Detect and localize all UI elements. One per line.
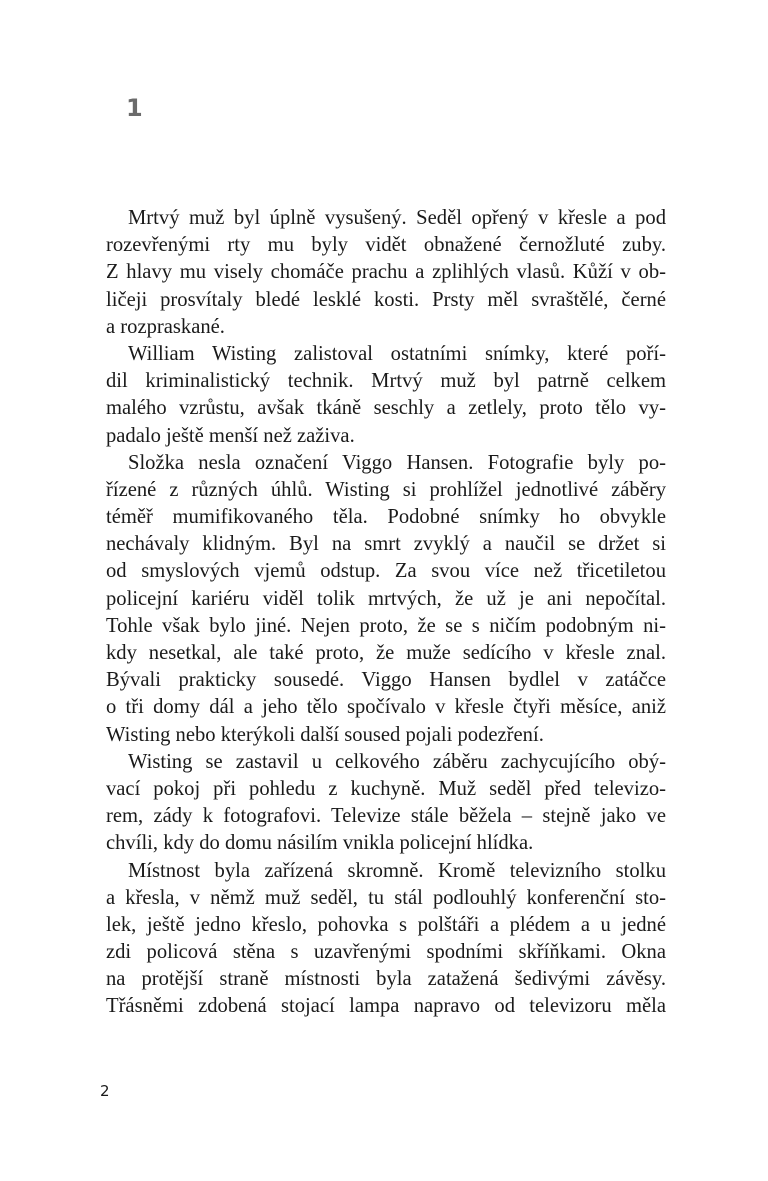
text-line: chvíli, kdy do domu násilím vnikla policejní hlídka. bbox=[106, 832, 534, 855]
text-line: padalo ještě menší než zaživa. bbox=[106, 424, 355, 447]
text-line: od smyslových vjemů odstup. Za svou více než třicetiletou bbox=[106, 560, 666, 583]
text-line: Z hlavy mu visely chomáče prachu a zplihlých vlasů. Kůží v ob- bbox=[106, 261, 666, 284]
paragraph bbox=[106, 749, 666, 858]
text-line: Mrtvý muž byl úplně vysušený. Seděl opřený v křesle a pod bbox=[128, 207, 666, 229]
text-line: téměř mumifikovaného těla. Podobné snímky ho obvykle bbox=[106, 506, 666, 529]
chapter-number: 1 bbox=[126, 94, 143, 122]
text-line: na protější straně místnosti byla zatažená šedivými závěsy. bbox=[106, 968, 666, 991]
text-line: Tohle však bylo jiné. Nejen proto, že se s ničím podobným ni- bbox=[106, 614, 666, 637]
text-line: a rozpraskané. bbox=[106, 315, 225, 338]
text-line: Wisting nebo kterýkoli další soused pojali podezření. bbox=[106, 723, 544, 746]
paragraph bbox=[106, 341, 666, 450]
text-line: kdy nesetkal, ale také proto, že muže sedícího v křesle znal. bbox=[106, 642, 666, 664]
text-line: ličeji prosvítaly bledé lesklé kosti. Prsty měl svraštělé, černé bbox=[106, 288, 666, 311]
paragraph bbox=[106, 205, 666, 341]
text-line: William Wisting zalistoval ostatními snímky, které poří- bbox=[128, 342, 666, 365]
body-text bbox=[106, 205, 666, 1021]
paragraph bbox=[106, 450, 666, 749]
text-line: Místnost byla zařízená skromně. Kromě televizního stolku bbox=[128, 859, 666, 882]
text-line: malého vzrůstu, avšak tkáně seschly a zetlely, proto tělo vy- bbox=[106, 397, 666, 420]
page-number: 2 bbox=[100, 1082, 110, 1100]
text-line: Wisting se zastavil u celkového záběru zachycujícího obý- bbox=[128, 750, 666, 773]
text-line: policejní kariéru viděl tolik mrtvých, že už je ani nepočítal. bbox=[106, 587, 666, 610]
text-line: dil kriminalistický technik. Mrtvý muž byl patrně celkem bbox=[106, 370, 666, 393]
text-line: zdi policová stěna s uzavřenými spodními skříňkami. Okna bbox=[106, 941, 666, 964]
text-line: a křesla, v němž muž seděl, tu stál podlouhlý konferenční sto- bbox=[106, 886, 666, 909]
text-line: rem, zády k fotografovi. Televize stále běžela – stejně jako ve bbox=[106, 805, 666, 828]
text-line: Třásněmi zdobená stojací lampa napravo od televizoru měla bbox=[106, 995, 666, 1018]
text-line: rozevřenými rty mu byly vidět obnažené černožluté zuby. bbox=[106, 234, 666, 257]
text-line: o tři domy dál a jeho tělo spočívalo v křesle čtyři měsíce, aniž bbox=[106, 696, 666, 719]
text-line: lek, ještě jedno křeslo, pohovka s polštáři a plédem a u jedné bbox=[106, 913, 666, 936]
text-line: Bývali prakticky sousedé. Viggo Hansen bydlel v zatáčce bbox=[106, 669, 666, 692]
text-line: vací pokoj při pohledu z kuchyně. Muž seděl před televizo- bbox=[106, 777, 666, 800]
text-line: Složka nesla označení Viggo Hansen. Fotografie byly po- bbox=[128, 451, 666, 474]
paragraph bbox=[106, 858, 666, 1021]
text-line: nechávaly klidným. Byl na smrt zvyklý a naučil se držet si bbox=[106, 533, 666, 556]
text-line: řízené z různých úhlů. Wisting si prohlížel jednotlivé záběry bbox=[106, 478, 666, 501]
